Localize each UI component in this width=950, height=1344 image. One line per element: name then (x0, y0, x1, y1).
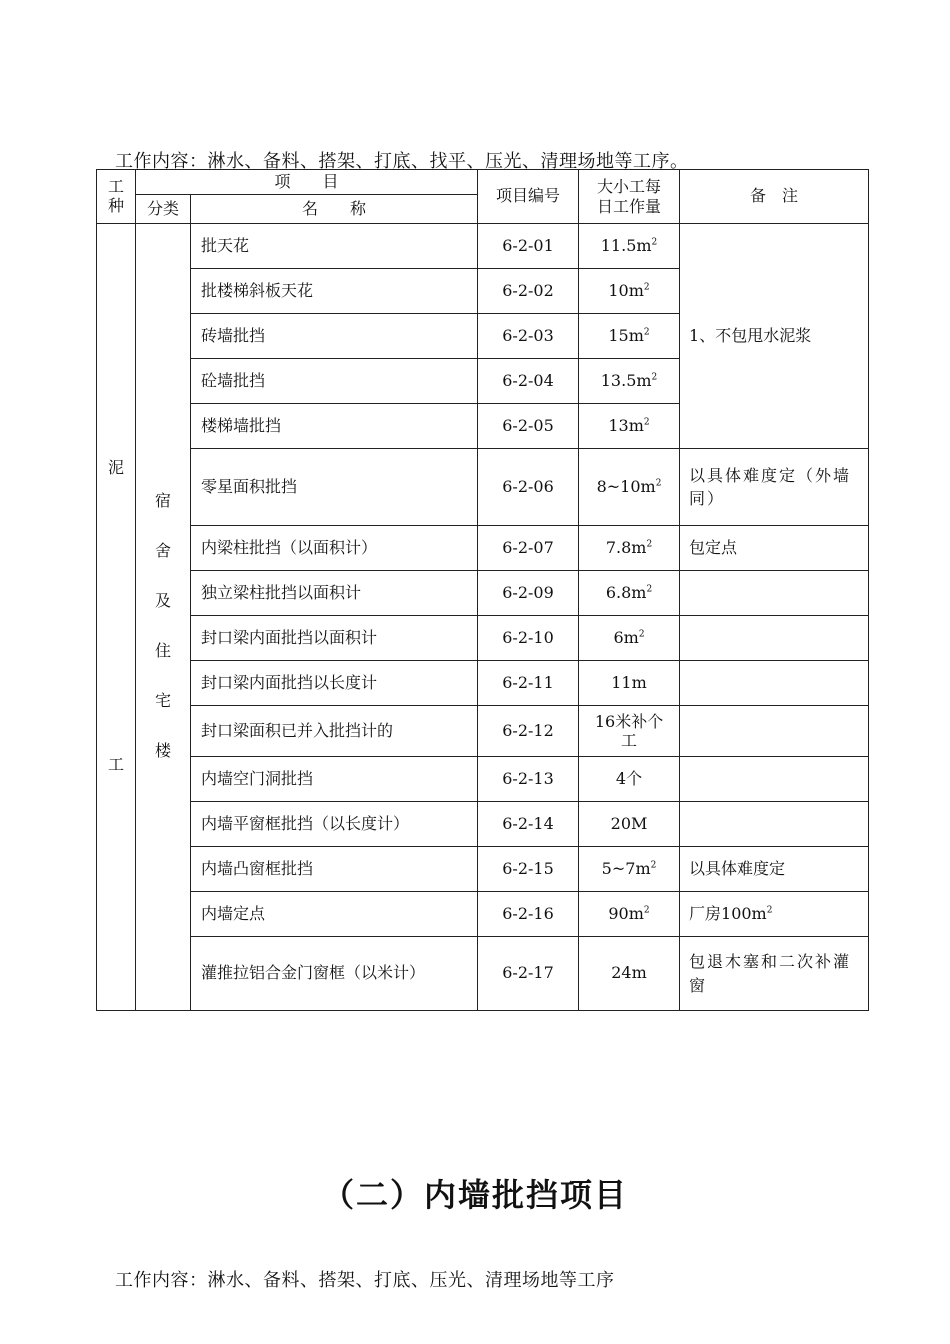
row-qty (579, 526, 680, 571)
row-remark-value: 包退木塞和二次补灌窗 (689, 952, 852, 995)
row-name: 封口梁内面批挡以长度计 (191, 661, 478, 706)
row-qty-value: 13m (608, 415, 644, 435)
row-qty (579, 937, 680, 1011)
row-code: 6-2-16 (478, 892, 579, 937)
row-qty-sup: 2 (646, 584, 653, 595)
row-name: 批楼梯斜板天花 (191, 269, 478, 314)
row-qty (579, 892, 680, 937)
header-code: 项目编号 (478, 170, 579, 224)
row-code: 6-2-14 (478, 802, 579, 847)
row-qty-value: 90m (608, 903, 644, 923)
merged-remark: 1、不包甩水泥浆 (680, 224, 869, 449)
row-code: 6-2-02 (478, 269, 579, 314)
row-qty-sup: 2 (651, 237, 658, 248)
row-name: 砖墙批挡 (191, 314, 478, 359)
row-name: 内梁柱批挡（以面积计） (191, 526, 478, 571)
row-code: 6-2-05 (478, 404, 579, 449)
section-title: （二）内墙批挡项目 (321, 1176, 628, 1214)
category-char: 楼 (154, 741, 171, 760)
category-char: 舍 (154, 541, 171, 560)
row-qty-sup: 2 (638, 629, 645, 640)
row-name: 内墙空门洞批挡 (191, 757, 478, 802)
table-row (97, 449, 869, 526)
row-qty (579, 847, 680, 892)
row-qty-sup: 2 (643, 282, 650, 293)
row-remark-value: 厂房100m (689, 903, 767, 923)
row-qty-value: 4个 (615, 768, 643, 788)
row-code: 6-2-07 (478, 526, 579, 571)
row-qty-sup: 2 (650, 860, 657, 871)
row-code: 6-2-03 (478, 314, 579, 359)
row-name: 灌推拉铝合金门窗框（以米计） (191, 937, 478, 1011)
work-quota-table (96, 169, 869, 1011)
row-code: 6-2-04 (478, 359, 579, 404)
row-code: 6-2-13 (478, 757, 579, 802)
row-qty-value: 16米补个工 (594, 711, 664, 750)
row-code: 6-2-06 (478, 449, 579, 526)
header-trade-bottom: 种 (107, 195, 124, 215)
row-qty-value: 11.5m (600, 235, 652, 255)
row-name: 零星面积批挡 (191, 449, 478, 526)
row-name: 砼墙批挡 (191, 359, 478, 404)
row-qty-value: 10m (608, 280, 644, 300)
row-qty-sup: 2 (643, 905, 650, 916)
row-qty-value: 6m (613, 627, 639, 647)
row-name: 封口梁内面批挡以面积计 (191, 616, 478, 661)
table-row (97, 802, 869, 847)
row-remark-sup: 2 (766, 905, 773, 916)
row-remark (680, 449, 869, 526)
table-row (97, 937, 869, 1011)
row-name: 内墙定点 (191, 892, 478, 937)
table-row (97, 526, 869, 571)
row-qty-value: 20M (610, 813, 648, 833)
row-name: 封口梁面积已并入批挡计的 (191, 706, 478, 757)
trade-top: 泥 (107, 458, 124, 478)
row-qty (579, 269, 680, 314)
row-code: 6-2-11 (478, 661, 579, 706)
row-qty (579, 757, 680, 802)
category-char: 宿 (154, 491, 171, 510)
row-qty (579, 314, 680, 359)
table-row (97, 757, 869, 802)
row-qty (579, 802, 680, 847)
row-remark (680, 616, 869, 661)
row-qty-sup: 2 (646, 539, 653, 550)
row-qty-value: 6.8m (605, 582, 647, 602)
row-name: 批天花 (191, 224, 478, 269)
table-row (97, 616, 869, 661)
header-qty (579, 170, 680, 224)
row-qty (579, 616, 680, 661)
category-cell (136, 224, 191, 1011)
row-qty-sup: 2 (643, 327, 650, 338)
header-name: 名 称 (191, 195, 478, 224)
trade-bottom: 工 (107, 755, 124, 774)
row-qty-sup: 2 (655, 478, 662, 489)
row-remark (680, 526, 869, 571)
row-qty-value: 13.5m (600, 370, 652, 390)
work-content-intro: 工作内容：淋水、备料、搭架、打底、找平、压光、清理场地等工序。 (115, 151, 689, 172)
table-row (97, 847, 869, 892)
row-qty (579, 224, 680, 269)
row-remark-value: 包定点 (689, 537, 738, 557)
row-qty-sup: 2 (643, 417, 650, 428)
row-qty-value: 15m (608, 325, 644, 345)
row-remark (680, 571, 869, 616)
header-category: 分类 (136, 195, 191, 224)
row-qty-sup: 2 (651, 372, 658, 383)
row-qty-value: 8~10m (596, 476, 656, 496)
row-qty (579, 661, 680, 706)
header-row-1 (97, 170, 869, 195)
row-remark (680, 757, 869, 802)
row-remark-value: 以具体难度定 (689, 858, 786, 878)
trade-cell (97, 224, 136, 1011)
row-code: 6-2-09 (478, 571, 579, 616)
row-name: 内墙平窗框批挡（以长度计） (191, 802, 478, 847)
row-qty-value: 5~7m (601, 858, 651, 878)
row-remark (680, 847, 869, 892)
header-project: 项 目 (136, 170, 478, 195)
row-remark (680, 802, 869, 847)
row-code: 6-2-17 (478, 937, 579, 1011)
row-code: 6-2-10 (478, 616, 579, 661)
row-name: 楼梯墙批挡 (191, 404, 478, 449)
row-qty (579, 359, 680, 404)
row-qty-value: 11m (611, 672, 647, 692)
table-row (97, 661, 869, 706)
row-remark (680, 937, 869, 1011)
row-remark (680, 661, 869, 706)
header-qty-line2: 日工作量 (597, 196, 662, 216)
row-remark-value: 以具体难度定（外墙同） (689, 465, 852, 508)
header-qty-line1: 大小工每 (597, 176, 662, 196)
table-row (97, 224, 869, 269)
row-code: 6-2-01 (478, 224, 579, 269)
row-code: 6-2-12 (478, 706, 579, 757)
category-char: 住 (154, 641, 171, 660)
table-row (97, 571, 869, 616)
row-code: 6-2-15 (478, 847, 579, 892)
category-char: 宅 (154, 691, 171, 710)
row-qty (579, 571, 680, 616)
category-char: 及 (154, 591, 171, 610)
row-name: 独立梁柱批挡以面积计 (191, 571, 478, 616)
row-qty-value: 24m (611, 963, 647, 983)
header-remark: 备 注 (680, 170, 869, 224)
row-qty-value: 7.8m (605, 537, 647, 557)
row-qty (579, 706, 680, 757)
row-remark (680, 892, 869, 937)
table-row (97, 706, 869, 757)
work-content-intro-2: 工作内容：淋水、备料、搭架、打底、压光、清理场地等工序 (115, 1270, 615, 1291)
row-name: 内墙凸窗框批挡 (191, 847, 478, 892)
table-row (97, 892, 869, 937)
header-trade (97, 170, 136, 224)
row-remark (680, 706, 869, 757)
row-qty (579, 449, 680, 526)
row-qty (579, 404, 680, 449)
header-trade-top: 工 (107, 177, 124, 197)
